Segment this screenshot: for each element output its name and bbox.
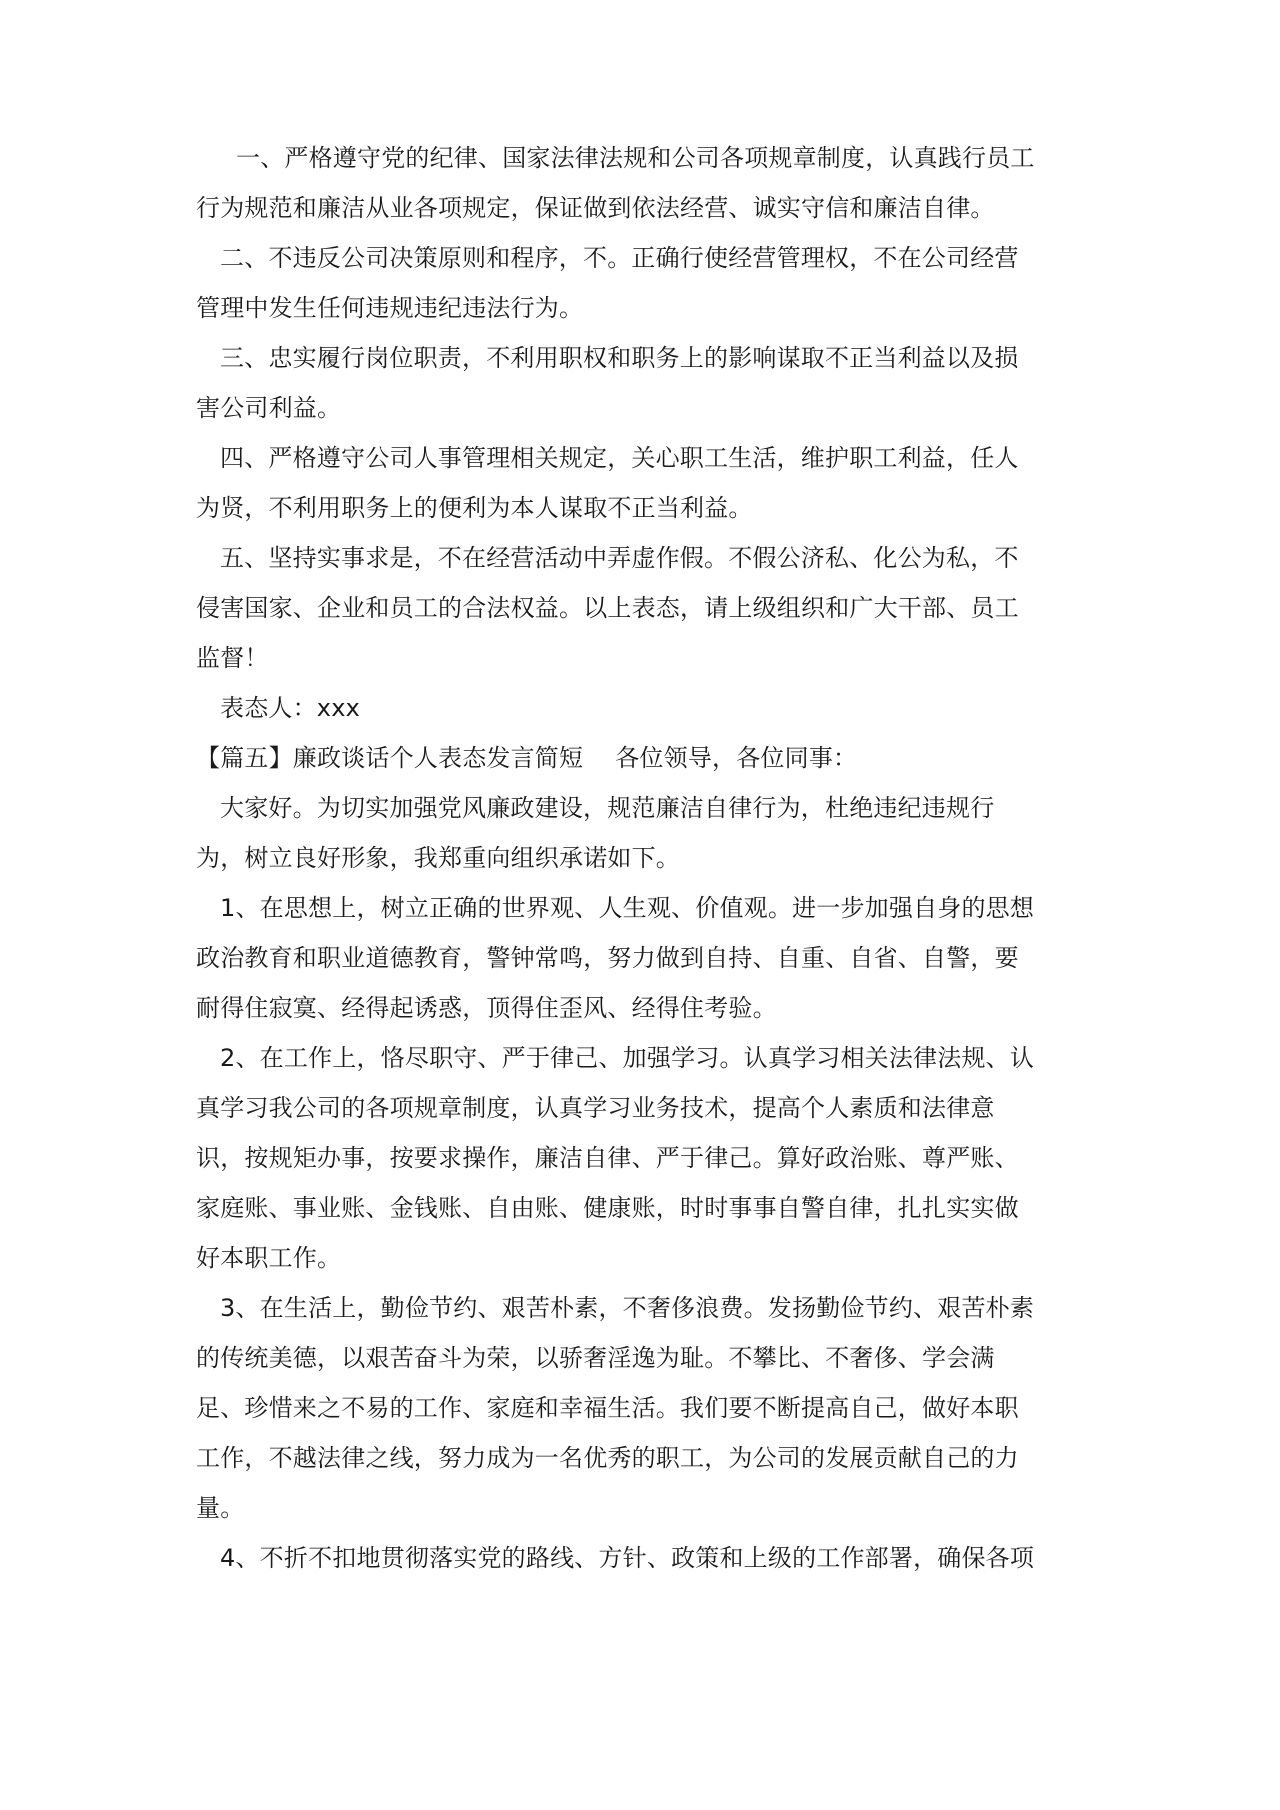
text-line: 管理中发生任何违规违纪违法行为。 bbox=[196, 294, 584, 322]
text-line: 家庭账、事业账、金钱账、自由账、健康账，时时事事自警自律，扎扎实实做 bbox=[196, 1194, 1019, 1222]
text-line: 真学习我公司的各项规章制度，认真学习业务技术，提高个人素质和法律意 bbox=[196, 1094, 995, 1122]
text-line: 4、不折不扣地贯彻落实党的路线、方针、政策和上级的工作部署，确保各项 bbox=[220, 1544, 1035, 1572]
section-heading: 【篇五】廉政谈话个人表态发言简短 各位领导，各位同事： bbox=[196, 744, 858, 772]
text-line: 表态人：xxx bbox=[220, 694, 361, 722]
text-line: 足、珍惜来之不易的工作、家庭和幸福生活。我们要不断提高自己，做好本职 bbox=[196, 1394, 1019, 1422]
text-line: 2、在工作上，恪尽职守、严于律己、加强学习。认真学习相关法律法规、认 bbox=[220, 1044, 1035, 1072]
text-line: 行为规范和廉洁从业各项规定，保证做到依法经营、诚实守信和廉洁自律。 bbox=[196, 194, 995, 222]
text-line: 的传统美德，以艰苦奋斗为荣，以骄奢淫逸为耻。不攀比、不奢侈、学会满 bbox=[196, 1344, 995, 1372]
text-line: 五、坚持实事求是，不在经营活动中弄虚作假。不假公济私、化公为私，不 bbox=[220, 544, 1019, 572]
text-line: 识，按规矩办事，按要求操作，廉洁自律、严于律己。算好政治账、尊严账、 bbox=[196, 1144, 1019, 1172]
text-line: 害公司利益。 bbox=[196, 394, 342, 422]
text-line: 大家好。为切实加强党风廉政建设，规范廉洁自律行为，杜绝违纪违规行 bbox=[220, 794, 995, 822]
text-line: 政治教育和职业道德教育，警钟常鸣，努力做到自持、自重、自省、自警，要 bbox=[196, 944, 1019, 972]
text-line: 一、严格遵守党的纪律、国家法律法规和公司各项规章制度，认真践行员工 bbox=[236, 144, 1035, 172]
text-line: 监督！ bbox=[196, 644, 269, 672]
text-line: 1、在思想上，树立正确的世界观、人生观、价值观。进一步加强自身的思想 bbox=[220, 894, 1035, 922]
text-line: 耐得住寂寞、经得起诱惑，顶得住歪风、经得住考验。 bbox=[196, 994, 777, 1022]
text-line: 工作，不越法律之线，努力成为一名优秀的职工，为公司的发展贡献自己的力 bbox=[196, 1444, 1019, 1472]
text-line: 二、不违反公司决策原则和程序，不。正确行使经营管理权，不在公司经营 bbox=[220, 244, 1019, 272]
text-line: 四、严格遵守公司人事管理相关规定，关心职工生活，维护职工利益，任人 bbox=[220, 444, 1019, 472]
text-line: 侵害国家、企业和员工的合法权益。以上表态，请上级组织和广大干部、员工 bbox=[196, 594, 1019, 622]
text-line: 三、忠实履行岗位职责，不利用职权和职务上的影响谋取不正当利益以及损 bbox=[220, 344, 1019, 372]
text-line: 3、在生活上，勤俭节约、艰苦朴素，不奢侈浪费。发扬勤俭节约、艰苦朴素 bbox=[220, 1294, 1035, 1322]
text-line: 为，树立良好形象，我郑重向组织承诺如下。 bbox=[196, 844, 680, 872]
text-line: 量。 bbox=[196, 1494, 245, 1522]
text-line: 好本职工作。 bbox=[196, 1244, 342, 1272]
text-line: 为贤，不利用职务上的便利为本人谋取不正当利益。 bbox=[196, 494, 753, 522]
